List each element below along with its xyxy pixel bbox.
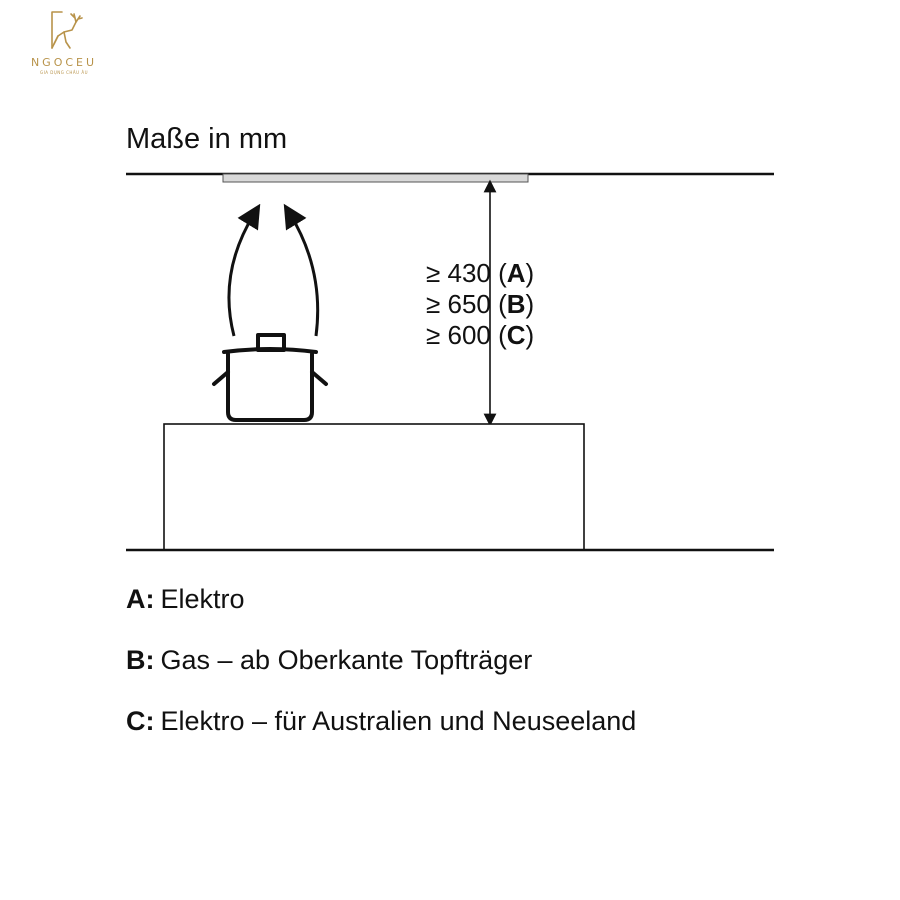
legend-item-c: C: Elektro – für Australien und Neuseeland [126,706,637,736]
legend-item-a: A: Elektro [126,584,245,614]
steam-arrow-right [290,214,318,336]
logo-tagline: GIA DỤNG CHÂU ÂU [39,70,89,75]
dimension-label-b: ≥ 650 (B) [426,289,535,319]
dimension-label-a: ≥ 430 (A) [426,258,535,288]
hood-panel [223,174,528,182]
legend-item-b: B: Gas – ab Oberkante Topfträger [126,645,533,675]
dimension-label-c: ≥ 600 (C) [426,320,535,350]
logo-name: NGOCEU [30,56,98,69]
diagram-title: Maße in mm [126,123,288,155]
cooktop-counter [164,424,584,550]
steam-arrow-left [229,214,254,336]
dimension-labels [426,258,534,351]
pot-icon [214,335,326,420]
